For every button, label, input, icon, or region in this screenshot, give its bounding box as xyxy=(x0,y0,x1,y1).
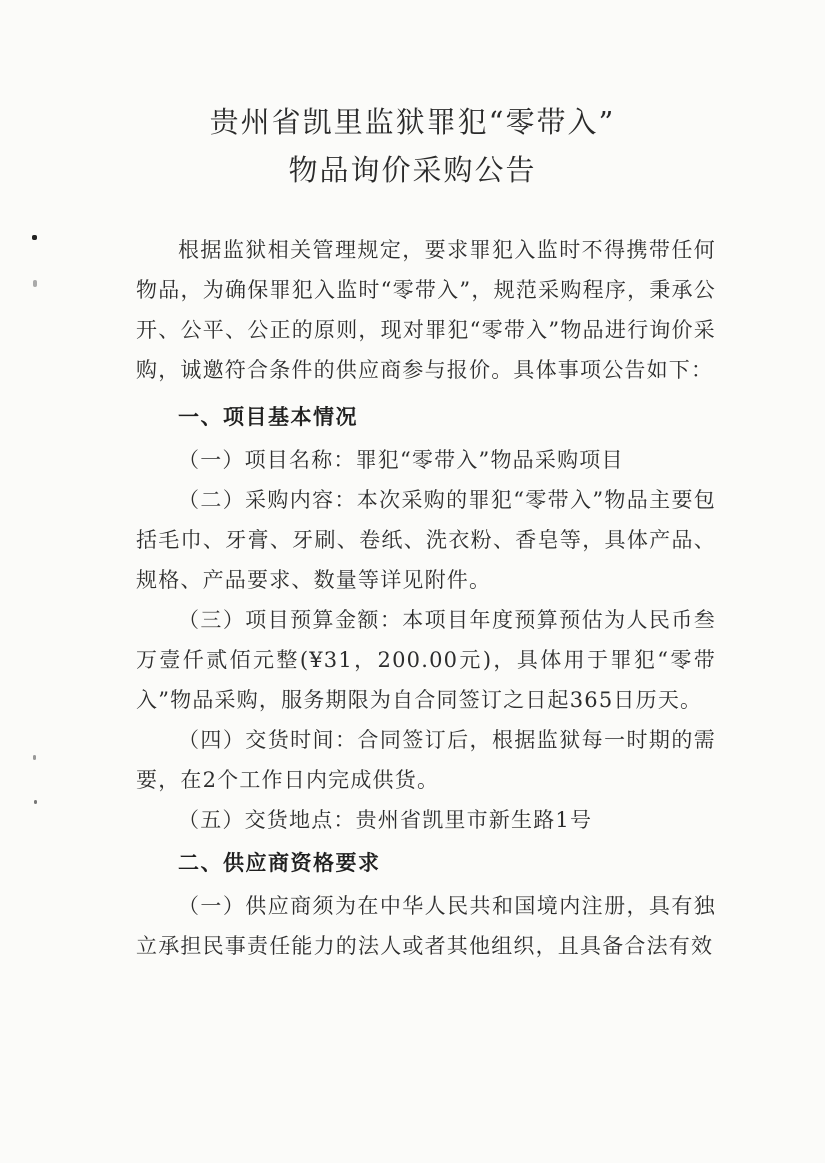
section-1-item: （一）项目名称：罪犯“零带入”物品采购项目 xyxy=(178,448,624,472)
section-1-heading: 一、项目基本情况 xyxy=(178,404,358,429)
scan-speck xyxy=(33,755,36,760)
scan-speck xyxy=(33,280,37,287)
scan-speck xyxy=(32,235,37,240)
section-1-item: （三）项目预算金额：本项目年度预算预估为人民币叁万壹仟贰佰元整(¥31，200.00元)，具体用于罪犯“零带入”物品采购，服务期限为自合同签订之日起365日历天。 xyxy=(136,608,716,712)
section-1-item: （二）采购内容：本次采购的罪犯“零带入”物品主要包括毛巾、牙膏、牙刷、卷纸、洗衣粉、香皂等，具体产品、规格、产品要求、数量等详见附件。 xyxy=(136,488,716,592)
document-title-line-2: 物品询价采购公告 xyxy=(288,153,537,187)
intro-paragraph: 根据监狱相关管理规定，要求罪犯入监时不得携带任何物品，为确保罪犯入监时“零带入”，规范采购程序，秉承公开、公平、公正的原则，现对罪犯“零带入”物品进行询价采购，诚邀符合条件的供应商参与报价。具体事项公告如下： xyxy=(136,238,716,382)
scan-speck xyxy=(34,800,37,804)
document-title-line-1: 贵州省凯里监狱罪犯“零带入” xyxy=(209,105,616,139)
document-body xyxy=(136,230,716,966)
section-1-item: （五）交货地点：贵州省凯里市新生路1号 xyxy=(178,808,593,832)
section-2-heading: 二、供应商资格要求 xyxy=(178,850,381,875)
section-1-item: （四）交货时间：合同签订后，根据监狱每一时期的需要，在2个工作日内完成供货。 xyxy=(136,728,716,792)
section-2-item: （一）供应商须为在中华人民共和国境内注册，具有独立承担民事责任能力的法人或者其他组织，且具备合法有效 xyxy=(136,894,716,958)
